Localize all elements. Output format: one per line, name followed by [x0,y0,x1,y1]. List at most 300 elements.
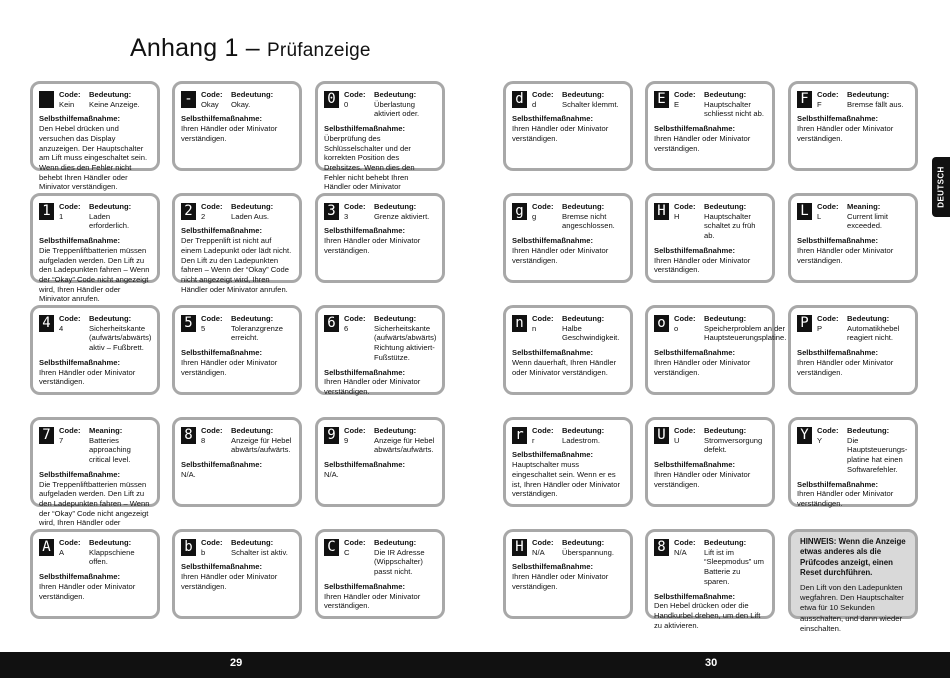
meaning-column [847,426,909,475]
code-label: Code: [201,90,223,99]
code-label: Code: [59,202,81,211]
code-column [59,202,89,221]
help-label: Selbsthilfemaßnahme: [39,357,121,367]
help-label: Selbsthilfemaßnahme: [181,348,263,358]
meaning-label: Meaning: [89,426,123,435]
meaning-value: Automatikhebel reagiert nicht. [847,323,900,343]
code-label: Code: [59,314,81,323]
card-header [654,90,766,119]
code-column [532,314,562,333]
card-header [181,314,293,343]
meaning-value: Bremse fällt aus. [847,99,904,109]
meaning-label: Bedeutung: [847,314,890,323]
page-number-right: 30 [705,657,718,669]
code-label: Code: [344,426,366,435]
help-label: Selbsthilfemaßnahme: [324,367,406,377]
meaning-label: Bedeutung: [847,426,890,435]
code-column [344,426,374,445]
code-card [645,81,775,171]
meaning-column [89,202,151,231]
code-card [788,305,918,395]
code-column [201,426,231,445]
meaning-value: Grenze aktiviert. [374,211,430,221]
card-header [181,90,293,109]
hint-lead: HINWEIS: Wenn die Anzeige etwas anderes als die Prüfcodes anzeigt, einen Reset durchführen. [800,537,906,577]
code-column [201,314,231,333]
code-value: Kein [59,99,75,109]
help-label: Selbsthilfemaßnahme: [797,479,879,489]
help-label: Selbsthilfemaßnahme: [512,236,594,246]
meaning-label: Bedeutung: [374,202,417,211]
meaning-value: Toleranzgrenze erreicht. [231,323,283,343]
meaning-column [231,90,293,109]
meaning-label: Bedeutung: [562,202,605,211]
help-label: Selbsthilfemaßnahme: [512,562,594,572]
help-text: Der Treppenlift ist nicht auf einem Ladepunkt oder lädt nicht. Den Lift zu den Ladepunkten fahren – Wenn der “Okay” Code nicht angezeigt wird, Ihren Händler oder Minivator anrufen. [181,236,292,294]
help-label: Selbsthilfemaßnahme: [39,469,121,479]
code-column [532,202,562,221]
code-column [674,90,704,109]
card-header [797,90,909,109]
code-label: Code: [674,538,696,547]
meaning-value: Laden erforderlich. [89,211,130,231]
display-glyph-icon: 1 [39,203,54,220]
hint-card [788,529,918,633]
code-card [172,417,302,507]
code-card [503,193,633,283]
code-value: A [59,547,65,557]
meaning-value: Keine Anzeige. [89,99,140,109]
code-column [59,314,89,333]
code-label: Code: [532,538,554,547]
code-label: Code: [344,202,366,211]
code-column [59,426,89,445]
code-value: Okay [201,99,219,109]
meaning-label: Bedeutung: [89,90,132,99]
code-column [344,538,374,557]
code-card [503,305,633,395]
footer-bar [0,652,950,678]
meaning-value: Sicherheitskante (aufwärts/abwärts) aktiv – Fußbrett. [89,323,152,353]
display-glyph-icon: r [512,427,527,444]
card-header [512,202,624,231]
card-header [39,202,151,231]
meaning-column [704,426,766,455]
meaning-column [704,538,766,587]
code-label: Code: [674,90,696,99]
code-card [503,81,633,171]
help-label: Selbsthilfemaßnahme: [181,562,263,572]
help-text: Ihren Händler oder Minivator verständigen. [654,255,751,275]
meaning-value: Hauptschalter schaltet zu früh ab. [704,211,756,241]
help-text: Ihren Händler oder Minivator verständigen. [797,489,894,509]
meaning-column [89,538,151,567]
code-value: 2 [201,211,206,221]
help-label: Selbsthilfemaßnahme: [39,114,121,124]
meaning-column [374,538,436,577]
help-label: Selbsthilfemaßnahme: [39,572,121,582]
meaning-column [89,314,151,353]
meaning-value: Anzeige für Hebel abwärts/aufwärts. [374,435,435,455]
meaning-value: Schalter ist aktiv. [231,547,288,557]
help-text: Ihren Händler oder Minivator verständigen. [512,124,609,143]
help-label: Selbsthilfemaßnahme: [512,114,594,124]
code-column [344,314,374,333]
code-value: U [674,435,680,445]
card-header [39,426,151,465]
card-header [512,90,624,109]
display-glyph-icon: P [797,315,812,332]
code-value: g [532,211,537,221]
code-card [503,417,633,507]
meaning-value: Halbe Geschwindigkeit. [562,323,620,343]
code-value: 5 [201,323,206,333]
meaning-column [89,426,151,465]
code-column [674,538,704,557]
code-column [817,90,847,109]
help-label: Selbsthilfemaßnahme: [797,348,879,358]
card-header [181,426,293,455]
help-text: Ihren Händler oder Minivator verständigen. [39,367,136,387]
display-glyph-icon [39,91,54,108]
help-text: Hauptschalter muss eingeschaltet sein. Wenn er es ist, Ihren Händler oder Minivator verständigen. [512,460,621,499]
code-card [315,529,445,619]
display-glyph-icon: U [654,427,669,444]
code-column [674,426,704,445]
code-value: L [817,211,822,221]
meaning-label: Bedeutung: [374,538,417,547]
help-label: Selbsthilfemaßnahme: [324,460,406,470]
help-text: Ihren Händler oder Minivator verständigen. [324,377,421,397]
help-label: Selbsthilfemaßnahme: [797,236,879,246]
code-card [645,193,775,283]
meaning-label: Bedeutung: [562,538,605,547]
code-value: 8 [201,435,206,445]
help-text: Ihren Händler oder Minivator verständigen. [512,245,609,265]
code-label: Code: [344,90,366,99]
code-value: o [674,323,679,333]
code-label: Code: [201,314,223,323]
meaning-column [374,426,436,455]
code-column [344,90,374,109]
help-text: N/A. [324,469,339,479]
display-glyph-icon: 7 [39,427,54,444]
code-label: Code: [817,314,839,323]
help-label: Selbsthilfemaßnahme: [512,450,594,460]
code-column [344,202,374,221]
display-glyph-icon: 9 [324,427,339,444]
card-header [512,538,624,557]
code-column [674,202,704,221]
code-card [645,305,787,395]
meaning-value: Speicherproblem an der Hauptsteuerungsplatine. [704,323,787,343]
help-label: Selbsthilfemaßnahme: [181,460,263,470]
code-card [172,193,302,294]
code-label: Code: [532,202,554,211]
code-card [30,193,160,304]
card-header [654,314,787,343]
meaning-label: Bedeutung: [847,90,890,99]
meaning-label: Bedeutung: [704,538,747,547]
code-value: C [344,547,350,557]
meaning-value: Anzeige für Hebel abwärts/aufwärts. [231,435,292,455]
display-glyph-icon: 2 [181,203,196,220]
help-label: Selbsthilfemaßnahme: [654,245,736,255]
help-text: N/A. [181,469,196,479]
display-glyph-icon: g [512,203,527,220]
display-glyph-icon: 3 [324,203,339,220]
help-text: Ihren Händler oder Minivator verständigen. [324,236,421,255]
code-value: H [674,211,680,221]
code-card [315,193,445,283]
meaning-column [374,202,436,221]
meaning-column [562,538,624,557]
help-text: Den Hebel drücken und versuchen das Display anzuzeigen. Der Hauptschalter am Lift muss eingeschaltet sein. Wenn dies den Fehler nicht behebt Ihren Händler oder Minivator verständigen. [39,124,148,192]
meaning-column [374,314,436,363]
code-card [172,305,302,395]
display-glyph-icon: o [654,315,669,332]
meaning-label: Bedeutung: [374,90,417,99]
meaning-column [562,90,624,109]
code-value: N/A [532,547,545,557]
meaning-column [704,90,766,119]
code-value: 9 [344,435,349,445]
meaning-label: Bedeutung: [704,426,747,435]
code-value: n [532,323,537,333]
card-header [324,314,436,363]
code-value: d [532,99,537,109]
meaning-value: Ladestrom. [562,435,600,445]
help-text: Die Treppenliftbatterien müssen aufgeladen werden. Den Lift zu den Ladepunkten fahren – Wenn der “Okay” Code nicht angezeigt wird, Ihren Händler oder [39,479,150,528]
code-column [674,314,704,333]
display-glyph-icon: 8 [654,539,669,556]
code-card [30,305,160,395]
code-label: Code: [532,314,554,323]
help-label: Selbsthilfemaßnahme: [324,581,406,591]
card-header [654,426,766,455]
help-label: Selbsthilfemaßnahme: [181,226,263,236]
code-label: Code: [344,314,366,323]
help-text: Ihren Händler oder Minivator verständigen. [797,124,894,143]
help-text: Ihren Händler oder Minivator verständigen. [39,581,136,601]
meaning-value: Überlastung aktiviert oder. [374,99,420,119]
code-card [788,81,918,171]
display-glyph-icon: F [797,91,812,108]
meaning-value: Okay. [231,99,251,109]
meaning-value: Batteries approaching critical level. [89,435,131,465]
meaning-column [231,202,293,221]
meaning-label: Bedeutung: [89,314,132,323]
code-value: 4 [59,323,64,333]
help-text: Ihren Händler oder Minivator verständigen. [181,124,278,143]
help-text: Ihren Händler oder Minivator verständigen. [654,357,751,377]
code-column [532,90,562,109]
code-column [201,90,231,109]
meaning-value: Lift ist im “Sleepmodus” um Batterie zu sparen. [704,547,764,586]
code-card [645,417,775,507]
display-glyph-icon: - [181,91,196,108]
card-header [39,538,151,567]
help-text: Ihren Händler oder Minivator verständigen. [654,133,751,153]
meaning-column [847,202,909,231]
code-card [788,417,918,507]
code-column [817,202,847,221]
code-column [817,426,847,445]
code-card [172,81,302,171]
code-label: Code: [59,90,81,99]
code-column [201,538,231,557]
help-label: Selbsthilfemaßnahme: [654,348,736,358]
meaning-value: Stromversorgung defekt. [704,435,763,455]
code-label: Code: [59,426,81,435]
display-glyph-icon: H [654,203,669,220]
card-header [654,538,766,587]
code-value: 7 [59,435,64,445]
help-label: Selbsthilfemaßnahme: [654,591,736,601]
meaning-label: Bedeutung: [231,538,274,547]
card-header [324,90,436,119]
meaning-label: Meaning: [847,202,881,211]
meaning-value: Bremse nicht angeschlossen. [562,211,615,231]
card-header [797,426,909,475]
code-value: 0 [344,99,349,109]
help-label: Selbsthilfemaßnahme: [324,124,406,134]
code-card [788,193,918,283]
code-label: Code: [674,314,696,323]
code-value: 1 [59,211,64,221]
help-text: Ihren Händler oder Minivator verständigen. [324,591,421,611]
help-text: Ihren Händler oder Minivator verständigen. [512,572,609,591]
card-header [324,202,436,221]
code-value: N/A [674,547,687,557]
meaning-label: Bedeutung: [231,426,274,435]
card-header [39,90,151,109]
code-column [201,202,231,221]
meaning-value: Sicherheitskante (aufwärts/abwärts) Richtung aktiviert- Fußstütze. [374,323,437,362]
display-glyph-icon: E [654,91,669,108]
hint-text: Den Lift von den Ladepunkten wegfahren. Den Hauptschalter etwa für 10 Sekunden ausschalten, und dann wieder einschalten. [800,583,904,633]
card-header [797,314,909,343]
display-glyph-icon: 0 [324,91,339,108]
meaning-column [231,426,293,455]
help-text: Ihren Händler oder Minivator verständigen. [181,357,278,377]
display-glyph-icon: 5 [181,315,196,332]
meaning-column [562,426,624,445]
code-value: E [674,99,680,109]
meaning-label: Bedeutung: [374,426,417,435]
help-label: Selbsthilfemaßnahme: [39,236,121,246]
code-label: Code: [817,426,839,435]
title-main: Anhang 1 – [130,34,268,62]
card-header [181,538,293,557]
code-card [315,305,445,395]
code-label: Code: [817,90,839,99]
meaning-label: Bedeutung: [704,90,747,99]
code-label: Code: [344,538,366,547]
meaning-label: Bedeutung: [374,314,417,323]
code-label: Code: [201,538,223,547]
card-header [181,202,293,221]
meaning-value: Current limit exceeded. [847,211,888,231]
help-label: Selbsthilfemaßnahme: [654,124,736,134]
meaning-value: Hauptschalter schliesst nicht ab. [704,99,764,119]
display-glyph-icon: H [512,539,527,556]
help-text: Wenn dauerhaft, Ihren Händler oder Minivator verständigen. [512,357,617,377]
display-glyph-icon: n [512,315,527,332]
code-card [503,529,633,619]
meaning-column [89,90,151,109]
meaning-label: Bedeutung: [89,202,132,211]
help-label: Selbsthilfemaßnahme: [512,348,594,358]
meaning-value: Überspannung. [562,547,614,557]
meaning-column [847,314,909,343]
card-header [512,426,624,445]
title-sub: Prüfanzeige [267,40,371,61]
code-value: 3 [344,211,349,221]
meaning-label: Bedeutung: [562,314,605,323]
meaning-column [704,314,786,343]
code-card [30,529,160,619]
meaning-label: Bedeutung: [231,314,274,323]
display-glyph-icon: 6 [324,315,339,332]
code-card [30,417,160,528]
code-column [59,90,89,109]
code-label: Code: [532,90,554,99]
code-card [315,417,445,507]
meaning-column [704,202,766,241]
meaning-label: Bedeutung: [704,202,747,211]
code-value: r [532,435,535,445]
code-column [59,538,89,557]
meaning-label: Bedeutung: [562,90,605,99]
meaning-value: Die Hauptsteuerungs-platine hat einen Softwarefehler. [847,435,908,474]
help-text: Ihren Händler oder Minivator verständigen. [181,572,278,591]
code-label: Code: [201,202,223,211]
card-header [512,314,624,343]
code-value: P [817,323,823,333]
code-card [30,81,160,192]
code-column [532,426,562,445]
language-tab-label: DEUTSCH [936,166,946,208]
page-number-left: 29 [230,657,243,669]
code-column [532,538,562,557]
display-glyph-icon: 4 [39,315,54,332]
code-label: Code: [201,426,223,435]
display-glyph-icon: d [512,91,527,108]
help-label: Selbsthilfemaßnahme: [181,114,263,124]
code-column [817,314,847,333]
help-text: Ihren Händler oder Minivator verständigen. [654,469,751,489]
meaning-label: Bedeutung: [231,90,274,99]
display-glyph-icon: C [324,539,339,556]
display-glyph-icon: Y [797,427,812,444]
help-text: Die Treppenliftbatterien müssen aufgeladen werden. Den Lift zu den Ladepunkten fahren – Wenn der “Okay” Code nicht angezeigt wird, Ihren Händler oder Minivator anrufen. [39,245,150,304]
help-label: Selbsthilfemaßnahme: [324,226,406,236]
display-glyph-icon: 8 [181,427,196,444]
help-text: Überprüfung des Schlüsselschalter und der korrekten Position des Drehsitzes. Wenn dies den Fehler nicht behebt Ihren Händler oder Minivator [324,133,415,192]
meaning-column [231,314,293,343]
meaning-value: Schalter klemmt. [562,99,619,109]
card-header [324,426,436,455]
display-glyph-icon: b [181,539,196,556]
meaning-column [562,314,624,343]
card-header [797,202,909,231]
code-value: F [817,99,822,109]
language-tab [932,157,950,217]
card-header [324,538,436,577]
help-text: Ihren Händler oder Minivator verständigen. [797,245,894,265]
code-value: 6 [344,323,349,333]
